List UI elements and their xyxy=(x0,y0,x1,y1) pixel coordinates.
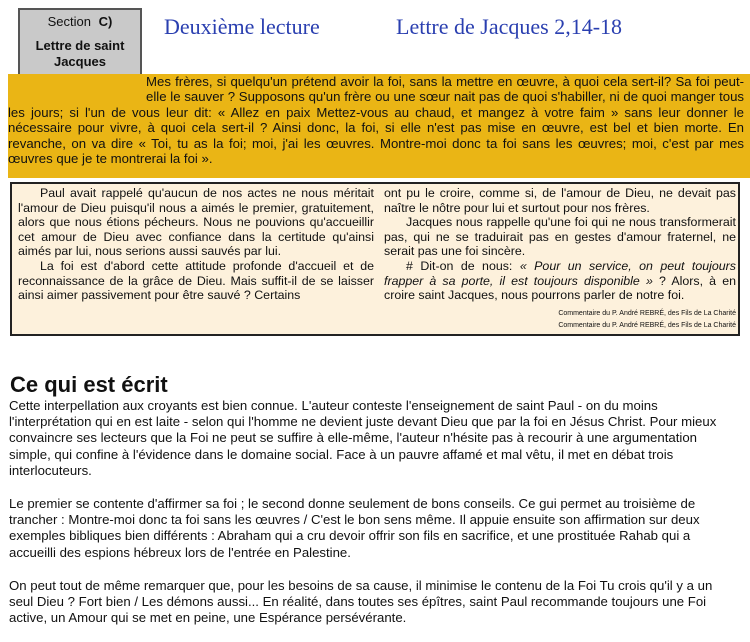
article-paragraph-2: Le premier se contente d'affirmer sa foi ; le second donne seulement de bons conseils. Ce gui permet au troisième de trancher : Montre-moi donc ta foi sans les œuvres / C'est le bon sens même. Il appuie ensuite son affirmation sur deux exemples bibliques bien différents : Abraham qui a cru devoir offrir son fils en sacrifice, et une prostituée Rahab qui a accueilli des espions hébreux lors de l'entrée en Palestine. xyxy=(9,496,700,560)
reading-text-content: Mes frères, si quelqu'un prétend avoir la foi, sans la mettre en œuvre, à quoi cela sert-il? Sa foi peut-elle le sauver ? Supposons qu'un frère ou une sœur nait pas de quoi s'habiller, ni de quoi manger tous les jours; si l'un de vous leur dit: « Allez en paix Mettez-vous au chaud, et mangez à votre faim » sans leur donner le nécessaire pour vivre, à quoi cela sert-il ? Ainsi donc, la foi, si elle n'est pas mise en œuvre, est bel et bien morte. En revanche, on va dire « Toi, tu as la foi; moi, j'ai les œuvres. Montre-moi donc ta foi sans les œuvres; moi, c'est par mes œuvres que je te montrerai la foi ». xyxy=(8,74,744,167)
commentary-left-column xyxy=(18,186,374,303)
commentary-box xyxy=(10,182,740,336)
reading-reference: Lettre de Jacques 2,14-18 xyxy=(396,14,623,39)
reading-indent xyxy=(8,74,146,90)
commentary-right-column xyxy=(384,186,736,330)
section-label-text: Section xyxy=(47,14,92,29)
commentary-right-paragraph-2: Jacques nous rappelle qu'une foi qui ne nous transformerait pas, qui ne se traduirait pas en gestes d'amour fraternel, ne serait pas une foi sincère. xyxy=(384,215,736,259)
commentary-right-paragraph-1: ont pu le croire, comme si, de l'amour de Dieu, ne devait pas naître le nôtre pour lui et surtout pour nos frères. xyxy=(384,186,736,215)
section-label xyxy=(20,10,140,30)
article-heading: Ce qui est écrit xyxy=(10,372,168,397)
commentary-right-paragraph-3 xyxy=(384,258,736,317)
section-subtitle: Lettre de saint Jacques xyxy=(35,38,125,69)
reading-box xyxy=(8,74,750,178)
article-paragraph-1: Cette interpellation aux croyants est bien connue. L'auteur conteste l'enseignement de saint Paul - on du moins l'interprétation qui en est laite - selon qui l'homme ne devient juste devant Dieu que par la foi en Jésus Christ. Pour mieux convaincre ses lecteurs que la Foi ne peut se suffire à elle-même, l'auteur n'hésite pas à recourir à une argumentation simple, qui confine à l'évidence dans le domaine social. Face à un pauvre affamé et mal vêtu, il met en débat trois interlocuteurs. xyxy=(9,398,717,478)
article-paragraph-3: On peut tout de même remarquer que, pour les besoins de sa cause, il minimise le contenu de la Foi Tu crois qu'il y a un seul Dieu ? Fort bien / Les démons aussi... En réalité, dans toutes ses épîtres, saint Paul recommande toujours une Foi active, un Amour qui se met en peine, une Espérance persévérante. xyxy=(9,578,713,626)
commentary-left-paragraph-2: La foi est d'abord cette attitude profonde d'accueil et de reconnaissance de la grâce de Dieu. Mais suffit-il de se laisser ainsi aimer passivement pour être sauvé ? Certains xyxy=(18,258,374,303)
commentary-credit-long: Commentaire du P. André REBRÉ, des Fils de La Charité xyxy=(558,322,736,330)
commentary-left-paragraph-1: Paul avait rappelé qu'aucun de nos actes ne nous méritait l'amour de Dieu puisqu'il nous a aimés le premier, gratuitement, alors que nous étions pécheurs. Nous ne pouvions qu'accueillir cet amour de Dieu avec confiance dans la certitude qu'ainsi aimés par lui, nous serions aussi sauvés par lui. xyxy=(18,186,374,259)
commentary-quote-suffix: ? Alors, à en croire saint Jacques, nous pourrons parler de notre foi. xyxy=(384,273,736,303)
reading-text xyxy=(8,74,744,166)
commentary-credit-short: Commentaire du P. André REBRÉ, des Fils de La Charité xyxy=(558,309,736,317)
reading-title: Deuxième lecture xyxy=(164,14,320,39)
section-letter: C) xyxy=(98,14,113,29)
section-box xyxy=(18,8,142,78)
commentary-quote-prefix: # Dit-on de nous: xyxy=(406,258,513,273)
commentary-quote: « Pour un service, on peut toujours frapper à sa porte, il est toujours disponible » xyxy=(384,258,736,288)
